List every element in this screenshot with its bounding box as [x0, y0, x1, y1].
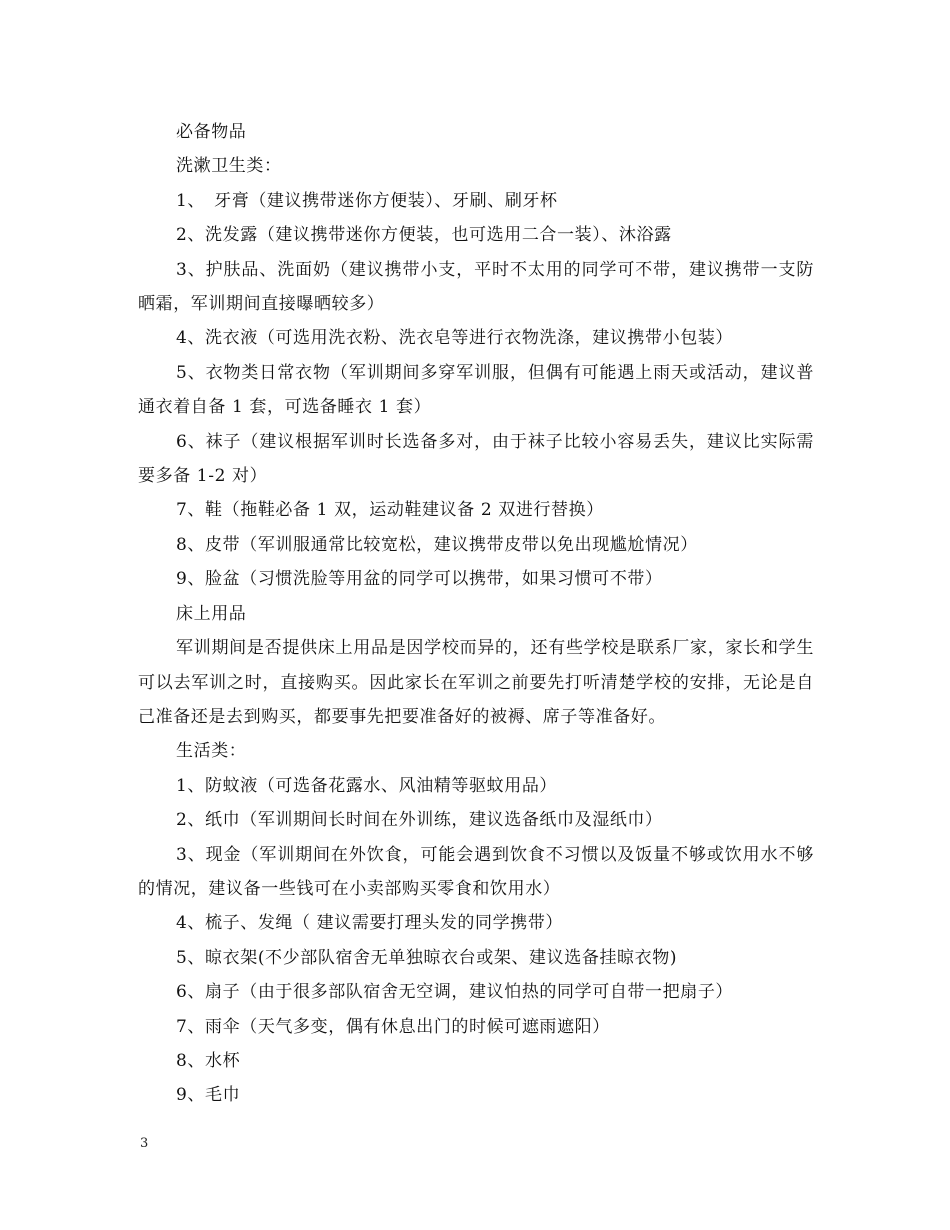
- list-item: 5、晾衣架(不少部队宿舍无单独晾衣台或架、建议选备挂晾衣物): [176, 947, 678, 968]
- list-item: 3、护肤品、洗面奶（建议携带小支，平时不太用的同学可不带，建议携带一支防晒霜，军训期间直接曝晒较多）: [138, 259, 814, 315]
- list-item: 7、鞋（拖鞋必备 1 双，运动鞋建议备 2 双进行替换）: [176, 500, 604, 521]
- list-item: 6、袜子（建议根据军训时长选备多对，由于袜子比较小容易丢失，建议比实际需要多备 1-2 对）: [138, 431, 814, 487]
- list-item: 4、梳子、发绳（ 建议需要打理头发的同学携带）: [176, 913, 564, 934]
- list-item: 1、 牙膏（建议携带迷你方便装）、牙刷、刷牙杯: [176, 190, 558, 211]
- page-number: 3: [140, 1136, 149, 1151]
- list-item: 4、洗衣液（可选用洗衣粉、洗衣皂等进行衣物洗涤，建议携带小包装）: [176, 328, 734, 349]
- category-heading-toiletries: 洗漱卫生类：: [176, 156, 282, 177]
- list-item: 8、皮带（军训服通常比较宽松，建议携带皮带以免出现尴尬情况）: [176, 534, 698, 555]
- section-heading-bedding: 床上用品: [176, 603, 247, 624]
- list-item: 2、纸巾（军训期间长时间在外训练，建议选备纸巾及湿纸巾）: [176, 810, 663, 831]
- list-item: 5、衣物类日常衣物（军训期间多穿军训服，但偶有可能遇上雨天或活动，建议普通衣着自备 1 套，可选备睡衣 1 套）: [138, 362, 814, 418]
- list-item: 2、洗发露（建议携带迷你方便装，也可选用二合一装）、沐浴露: [176, 225, 672, 246]
- section-heading-essentials: 必备物品: [176, 122, 247, 142]
- bedding-paragraph: 军训期间是否提供床上用品是因学校而异的，还有些学校是联系厂家，家长和学生可以去军训之时，直接购买。因此家长在军训之前要先打听清楚学校的安排，无论是自己准备还是去到购买，都要事先把要准备好的被褥、席子等准备好。: [138, 638, 814, 727]
- category-heading-daily-life: 生活类：: [176, 741, 247, 762]
- list-item: 9、毛巾: [176, 1085, 241, 1106]
- list-item: 7、雨伞（天气多变，偶有休息出门的时候可遮雨遮阳）: [176, 1016, 610, 1037]
- document-body: [138, 115, 814, 1113]
- list-item: 1、防蚊液（可选备花露水、风油精等驱蚊用品）: [176, 775, 558, 796]
- list-item: 9、脸盆（习惯洗脸等用盆的同学可以携带，如果习惯可不带）: [176, 569, 663, 590]
- list-item: 6、扇子（由于很多部队宿舍无空调，建议怕热的同学可自带一把扇子）: [176, 982, 734, 1003]
- list-item: 3、现金（军训期间在外饮食，可能会遇到饮食不习惯以及饭量不够或饮用水不够的情况，建议备一些钱可在小卖部购买零食和饮用水）: [138, 844, 814, 899]
- list-item: 8、水杯: [176, 1050, 241, 1071]
